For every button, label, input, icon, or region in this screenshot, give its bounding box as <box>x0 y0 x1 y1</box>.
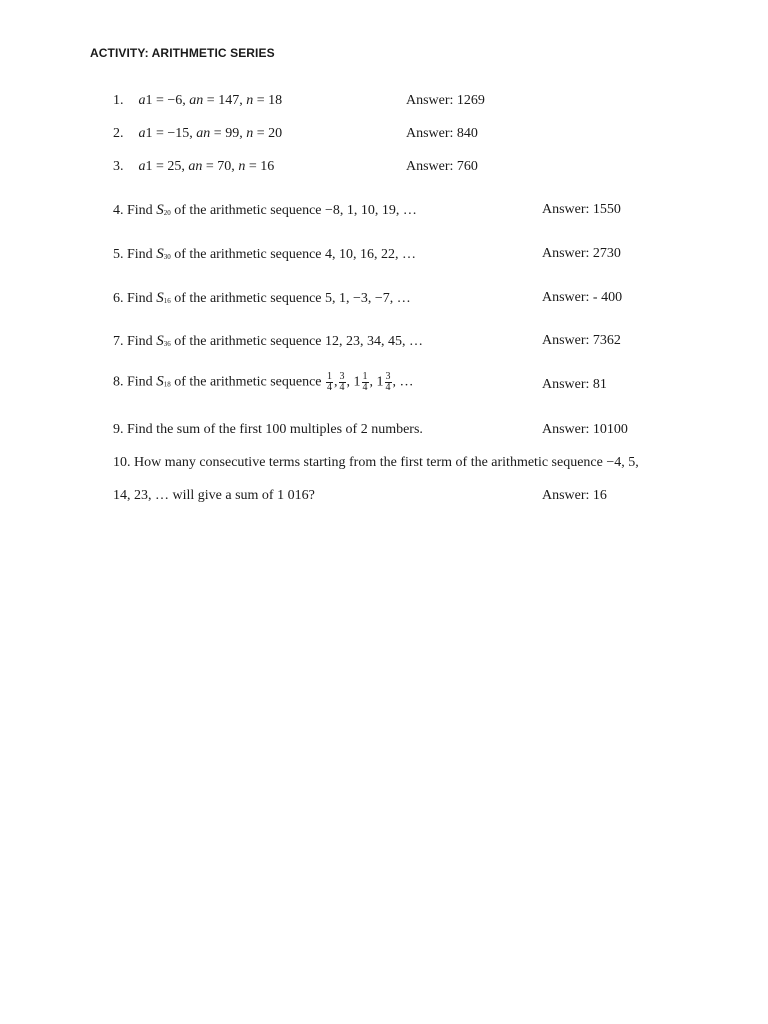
fraction-2: $\frac{3}{4}$ <box>339 371 345 393</box>
problem-number: 3. <box>113 159 124 174</box>
an-label: an <box>189 93 204 108</box>
problem-5 <box>113 246 416 263</box>
a1-sub: 1 <box>145 93 153 108</box>
comma: , <box>369 374 374 390</box>
problem-prefix: 5. Find <box>113 247 157 262</box>
problem-text: of the arithmetic sequence 4, 10, 16, 22, … <box>170 247 417 262</box>
mixed-whole-4: 1 <box>376 374 384 390</box>
answer-1: Answer: 1269 <box>406 93 485 108</box>
problem-prefix: 6. Find <box>113 291 157 306</box>
sequence-ellipsis: , … <box>392 374 414 390</box>
problem-10-line-2: 14, 23, … will give a sum of 1 016? <box>113 488 315 503</box>
answer-6: Answer: - 400 <box>542 290 623 305</box>
fraction-4: $\frac{3}{4}$ <box>385 371 391 393</box>
answer-7: Answer: 7362 <box>542 333 621 348</box>
problem-2 <box>113 126 282 142</box>
sum-symbol: S <box>156 373 164 390</box>
problem-9: 9. Find the sum of the first 100 multiples of 2 numbers. <box>113 422 423 437</box>
problem-number: 2. <box>113 126 124 141</box>
comma: , <box>334 374 338 390</box>
problem-prefix: 7. Find <box>113 334 157 349</box>
sum-subscript: 30 <box>163 253 171 261</box>
problem-7 <box>113 333 423 350</box>
sum-subscript: 16 <box>163 297 171 305</box>
problem-text: of the arithmetic sequence 5, 1, −3, −7, … <box>170 291 411 306</box>
a1-label: a <box>138 126 146 141</box>
problem-8 <box>113 372 414 393</box>
problem-text: of the arithmetic sequence −8, 1, 10, 19, … <box>170 203 417 218</box>
n-label: n <box>246 93 254 108</box>
n-label: n <box>238 159 246 174</box>
problem-10-line-1: 10. How many consecutive terms starting from the first term of the arithmetic sequence −4, 5, <box>113 455 639 470</box>
answer-5: Answer: 2730 <box>542 246 621 261</box>
sum-subscript: 18 <box>163 380 171 389</box>
an-value: = 99, <box>210 126 247 141</box>
sum-symbol: S <box>156 333 164 349</box>
problem-prefix: 8. Find <box>113 374 157 390</box>
n-label: n <box>246 126 254 141</box>
problem-number: 1. <box>113 93 124 108</box>
answer-8: Answer: 81 <box>542 377 607 392</box>
a1-label: a <box>138 159 146 174</box>
n-value: = 16 <box>245 159 275 174</box>
problem-text: of the arithmetic sequence <box>170 374 326 390</box>
problem-6 <box>113 290 411 307</box>
problem-3 <box>113 159 274 175</box>
a1-label: a <box>138 93 146 108</box>
n-value: = 18 <box>253 93 283 108</box>
fraction-1: $\frac{1}{4}$ <box>327 371 333 393</box>
an-label: an <box>188 159 203 174</box>
a1-sub: 1 <box>145 126 153 141</box>
answer-2: Answer: 840 <box>406 126 478 141</box>
problem-1 <box>113 93 282 109</box>
sum-symbol: S <box>156 202 164 218</box>
a1-value: = −15, <box>152 126 197 141</box>
a1-value: = −6, <box>152 93 190 108</box>
mixed-whole-3: 1 <box>353 374 361 390</box>
sum-subscript: 20 <box>163 209 171 217</box>
an-value: = 147, <box>203 93 247 108</box>
problem-text: of the arithmetic sequence 12, 23, 34, 45, … <box>170 334 424 349</box>
a1-sub: 1 <box>145 159 153 174</box>
comma: , <box>346 374 351 390</box>
fraction-3: $\frac{1}{4}$ <box>362 371 368 393</box>
sum-subscript: 36 <box>163 340 171 348</box>
sum-symbol: S <box>156 290 164 306</box>
answer-10: Answer: 16 <box>542 488 607 503</box>
an-label: an <box>196 126 211 141</box>
n-value: = 20 <box>253 126 283 141</box>
answer-3: Answer: 760 <box>406 159 478 174</box>
page-title: ACTIVITY: ARITHMETIC SERIES <box>90 46 275 60</box>
answer-9: Answer: 10100 <box>542 422 628 437</box>
a1-value: = 25, <box>152 159 189 174</box>
an-value: = 70, <box>202 159 239 174</box>
problem-4 <box>113 202 417 219</box>
answer-4: Answer: 1550 <box>542 202 621 217</box>
sum-symbol: S <box>156 246 164 262</box>
problem-prefix: 4. Find <box>113 203 157 218</box>
